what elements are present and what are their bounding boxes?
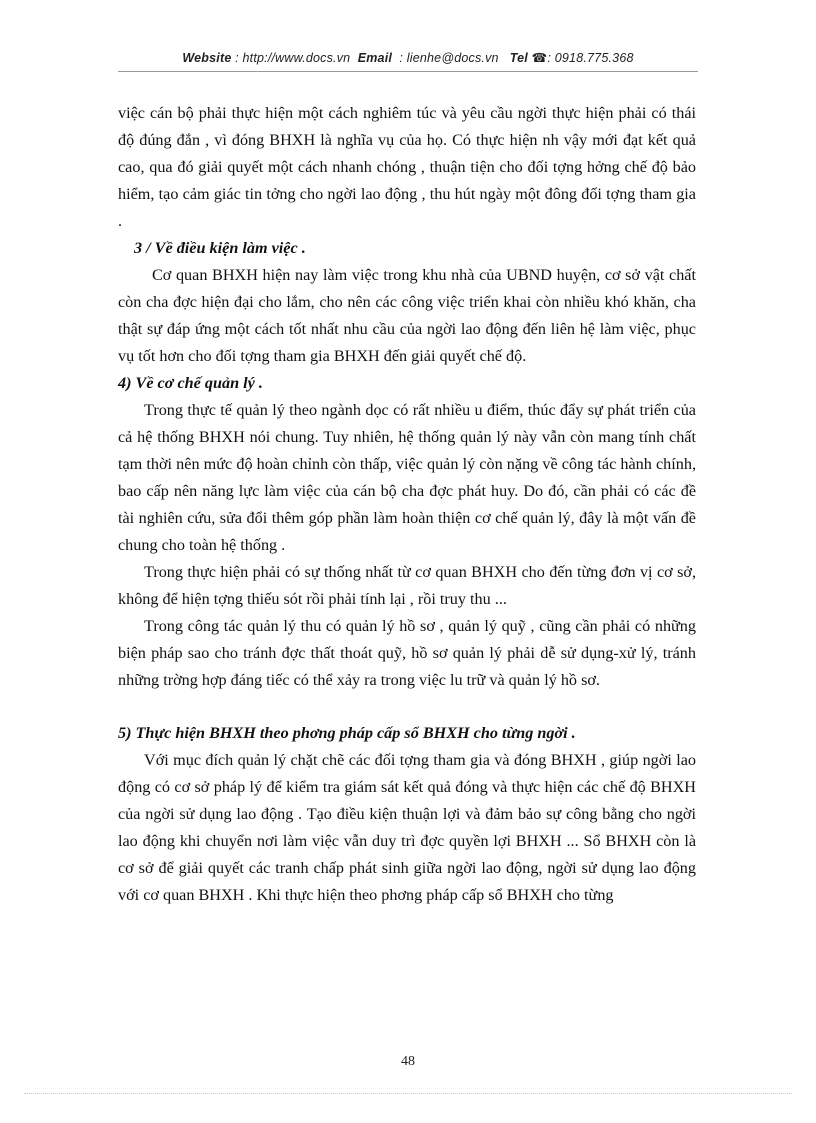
header-divider	[118, 71, 698, 72]
page-number: 48	[401, 1054, 415, 1069]
paragraph-1: việc cán bộ phải thực hiện một cách nghiêm túc và yêu cầu ngời thực hiện phải có thái độ đúng đắn , vì đóng BHXH là nghĩa vụ của họ. Có thực hiện nh vậy mới đạt kết quả cao, qua đó giải quyết một cách nhanh chóng , thuận tiện cho đối tợng hởng chế độ bảo hiểm, tạo cảm giác tin tởng cho ngời lao động , thu hút ngày một đông đối tợng tham gia .	[118, 104, 696, 230]
paragraph-4: Trong thực hiện phải có sự thống nhất từ cơ quan BHXH cho đến từng đơn vị cơ sở, không để hiện tợng thiếu sót rồi phải tính lại , rồi truy thu ...	[118, 563, 696, 608]
page-header	[0, 50, 816, 65]
paragraph-2: Cơ quan BHXH hiện nay làm việc trong khu nhà của UBND huyện, cơ sở vật chất còn cha đợc hiện đại cho lắm, cho nên các công việc triển khai còn nhiều khó khăn, cha thật sự đáp ứng một cách tốt nhất nhu cầu của ngời lao động đến liên hệ làm việc, phục vụ tốt hơn cho đối tợng tham gia BHXH đến giải quyết chế độ.	[118, 266, 696, 365]
tel-value: : 0918.775.368	[547, 51, 634, 65]
email-value[interactable]: : lienhe@docs.vn	[399, 51, 499, 65]
website-label: Website	[182, 51, 232, 65]
heading-3: 3 / Về điều kiện làm việc .	[134, 239, 306, 257]
spacer	[118, 694, 696, 720]
footer-divider	[24, 1093, 792, 1094]
website-value[interactable]: : http://www.docs.vn	[235, 51, 351, 65]
heading-4: 4) Về cơ chế quản lý .	[118, 374, 263, 392]
phone-icon: ☎	[531, 51, 548, 65]
document-body	[118, 100, 696, 909]
heading-5: 5) Thực hiện BHXH theo phơng pháp cấp sổ BHXH cho từng ngời .	[118, 724, 576, 742]
tel-label: Tel	[509, 51, 528, 65]
email-label: Email	[357, 51, 393, 65]
paragraph-5: Trong công tác quản lý thu có quản lý hồ sơ , quản lý quỹ , cũng cần phải có những biện pháp sao cho tránh đợc thất thoát quỹ, hồ sơ quản lý phải dễ sử dụng-xử lý, tránh những trờng hợp đáng tiếc có thể xảy ra trong việc lu trữ và quản lý hồ sơ.	[118, 617, 696, 689]
paragraph-3: Trong thực tế quản lý theo ngành dọc có rất nhiều u điểm, thúc đẩy sự phát triển của cả hệ thống BHXH nói chung. Tuy nhiên, hệ thống quản lý này vẫn còn mang tính chất tạm thời nên mức độ hoàn chỉnh còn thấp, việc quản lý còn nặng về công tác hành chính, bao cấp nên năng lực làm việc của cán bộ cha đợc phát huy. Do đó, cần phải có các đề tài nghiên cứu, sửa đổi thêm góp phần làm hoàn thiện cơ chế quản lý, đây là một vấn đề chung cho toàn hệ thống .	[118, 401, 696, 554]
paragraph-6: Với mục đích quản lý chặt chẽ các đối tợng tham gia và đóng BHXH , giúp ngời lao động có cơ sở pháp lý để kiểm tra giám sát kết quả đóng và thực hiện các chế độ BHXH của ngời sử dụng lao động . Tạo điều kiện thuận lợi và đảm bảo sự công bằng cho ngời lao động khi chuyển nơi làm việc vẫn duy trì đợc quyền lợi BHXH ... Sổ BHXH còn là cơ sở để giải quyết các tranh chấp phát sinh giữa ngời lao động, ngời sử dụng lao động với cơ quan BHXH . Khi thực hiện theo phơng pháp cấp sổ BHXH cho từng	[118, 751, 696, 904]
